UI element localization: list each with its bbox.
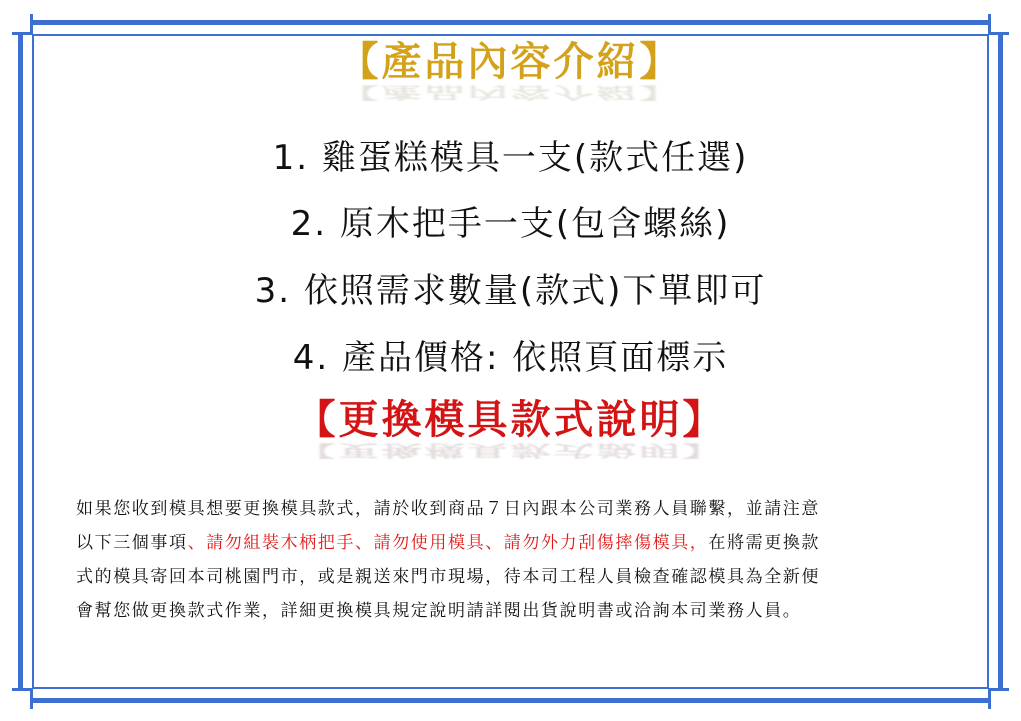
description-line-1: 如果您收到模具想要更換模具款式，請於收到商品７日內跟本公司業務人員聯繫，並請注意 (76, 499, 820, 519)
warning-text: 、請勿組裝木柄把手、請勿使用模具、請勿外力刮傷摔傷模具， (187, 533, 709, 553)
exchange-policy-description (76, 492, 956, 628)
contents-item-1: 1. 雞蛋糕模具一支(款式任選) (272, 138, 749, 178)
corner-ornament (988, 688, 1009, 709)
corner-ornament (12, 14, 33, 35)
description-line-2-suffix: 在將需更換款 (708, 533, 821, 553)
description-line-2-prefix: 以下三個事項 (76, 533, 188, 553)
contents-item-3: 3. 依照需求數量(款式)下單即可 (254, 271, 767, 311)
title-reflection: 【產品內容介紹】 (338, 82, 683, 102)
description-line-2 (76, 526, 956, 560)
exchange-policy-header (0, 396, 1021, 470)
contents-item-4: 4. 產品價格: 依照頁面標示 (292, 338, 729, 378)
exchange-policy-title: 【更換模具款式說明】 (295, 396, 726, 443)
title-reflection: 【更換模具款式說明】 (295, 440, 726, 460)
corner-ornament (988, 14, 1009, 35)
product-contents-header (0, 38, 1021, 112)
description-line-4: 會幫您做更換款式作業，詳細更換模具規定說明請詳閱出貨說明書或洽詢本司業務人員。 (76, 601, 802, 621)
product-contents-title: 【產品內容介紹】 (338, 38, 683, 85)
contents-item-2: 2. 原木把手一支(包含螺絲) (290, 204, 731, 244)
description-line-3: 式的模具寄回本司桃園門市，或是親送來門市現場，待本司工程人員檢查確認模具為全新便 (76, 567, 820, 587)
corner-ornament (12, 688, 33, 709)
